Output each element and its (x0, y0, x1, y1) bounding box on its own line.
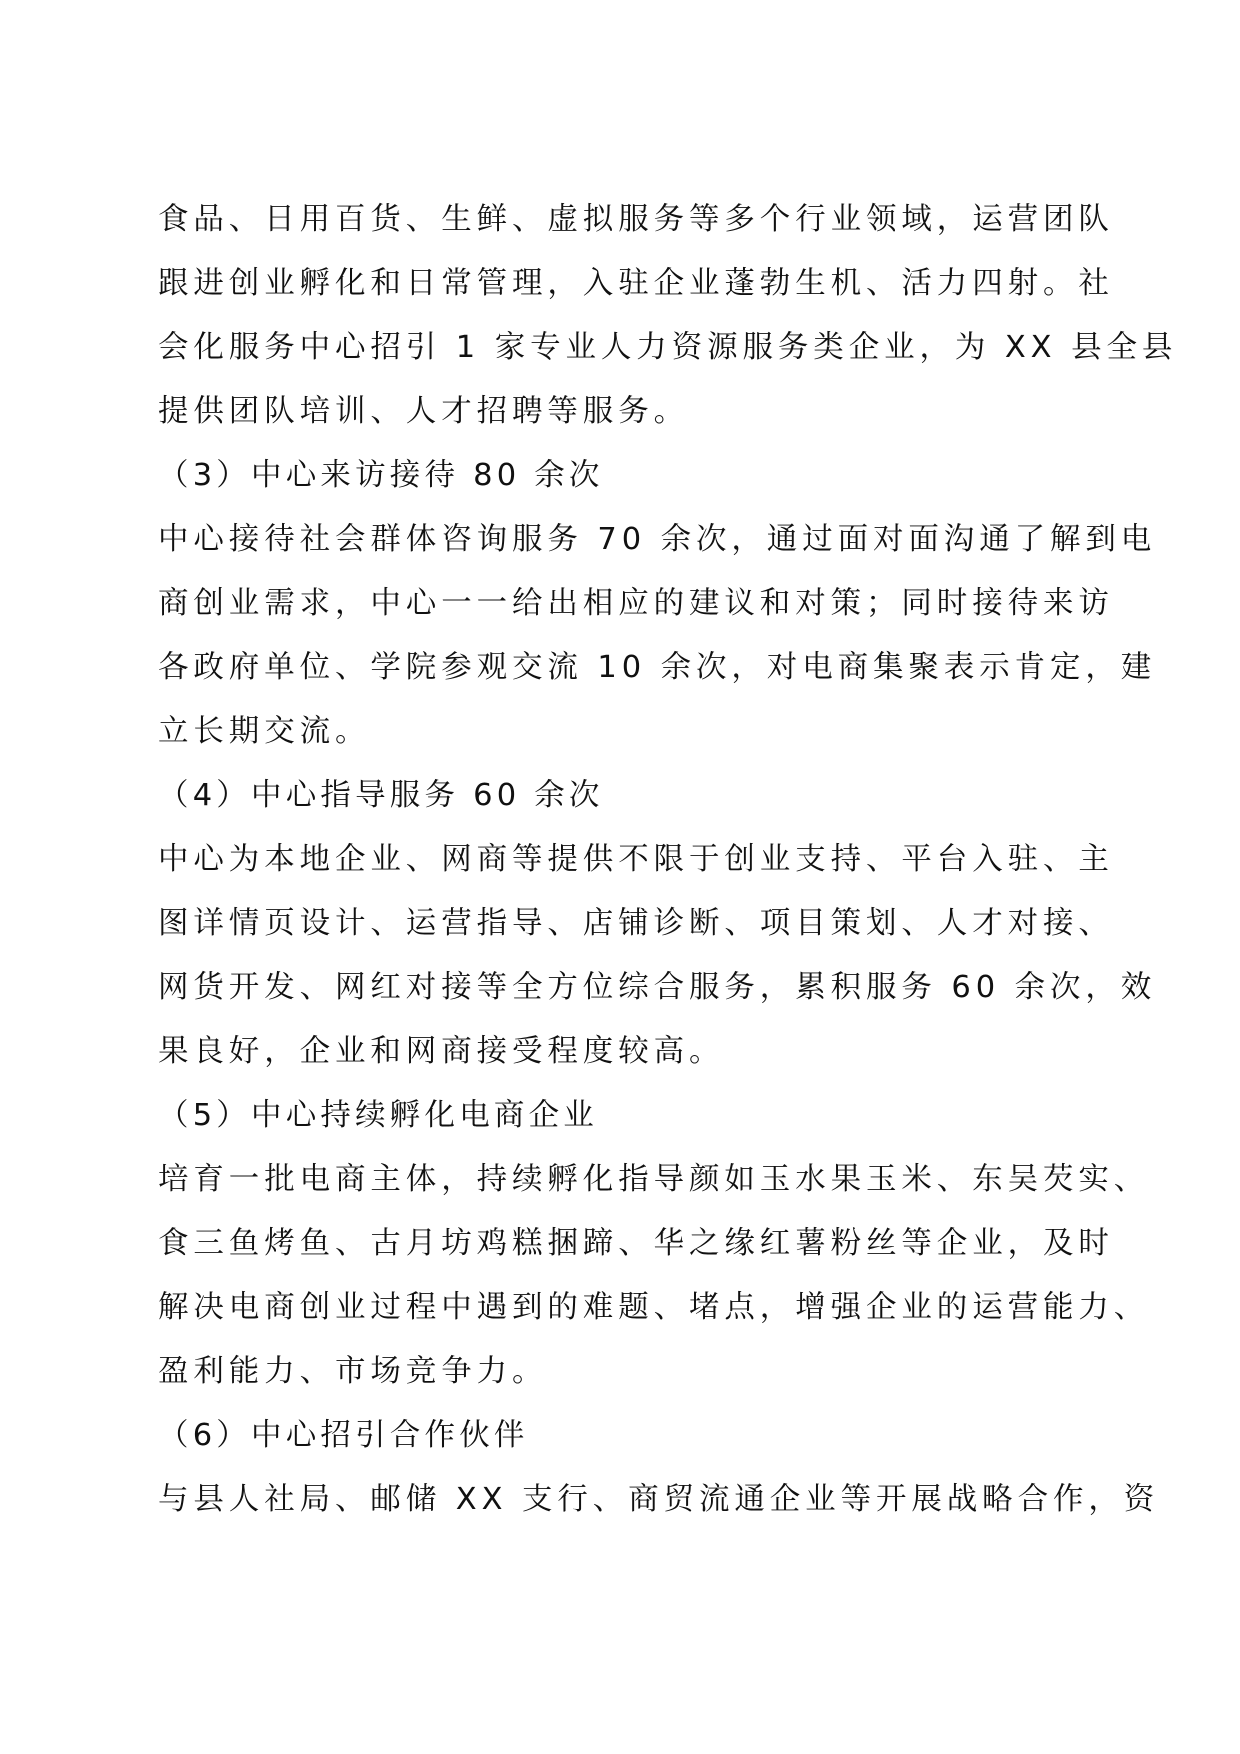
paragraph-line: 各政府单位、学院参观交流 10 余次，对电商集聚表示肯定，建 (158, 650, 1157, 685)
document-body (158, 188, 1178, 1532)
paragraph-line: 中心为本地企业、网商等提供不限于创业支持、平台入驻、主 (158, 842, 1114, 877)
section-heading-6: （6）中心招引合作伙伴 (158, 1418, 529, 1453)
paragraph-line: 食三鱼烤鱼、古月坊鸡糕捆蹄、华之缘红薯粉丝等企业，及时 (158, 1226, 1114, 1261)
paragraph-line: 与县人社局、邮储 XX 支行、商贸流通企业等开展战略合作，资 (158, 1482, 1160, 1517)
section-heading-4: （4）中心指导服务 60 余次 (158, 778, 604, 813)
paragraph-line: 立长期交流。 (158, 714, 371, 749)
paragraph-line: 图详情页设计、运营指导、店铺诊断、项目策划、人才对接、 (158, 906, 1114, 941)
paragraph-line: 培育一批电商主体，持续孵化指导颜如玉水果玉米、东吴芡实、 (158, 1162, 1150, 1197)
paragraph-line: 会化服务中心招引 1 家专业人力资源服务类企业，为 XX 县全县 (158, 330, 1178, 365)
paragraph-line: 食品、日用百货、生鲜、虚拟服务等多个行业领域，运营团队 (158, 202, 1114, 237)
paragraph-line: 商创业需求，中心一一给出相应的建议和对策；同时接待来访 (158, 586, 1114, 621)
paragraph-line: 果良好，企业和网商接受程度较高。 (158, 1034, 725, 1069)
section-heading-3: （3）中心来访接待 80 余次 (158, 458, 604, 493)
paragraph-line: 跟进创业孵化和日常管理，入驻企业蓬勃生机、活力四射。社 (158, 266, 1114, 301)
paragraph-line: 网货开发、网红对接等全方位综合服务，累积服务 60 余次，效 (158, 970, 1157, 1005)
paragraph-line: 盈利能力、市场竞争力。 (158, 1354, 548, 1389)
paragraph-line: 解决电商创业过程中遇到的难题、堵点，增强企业的运营能力、 (158, 1290, 1150, 1325)
paragraph-line: 中心接待社会群体咨询服务 70 余次，通过面对面沟通了解到电 (158, 522, 1157, 557)
paragraph-line: 提供团队培训、人才招聘等服务。 (158, 394, 689, 429)
section-heading-5: （5）中心持续孵化电商企业 (158, 1098, 599, 1133)
